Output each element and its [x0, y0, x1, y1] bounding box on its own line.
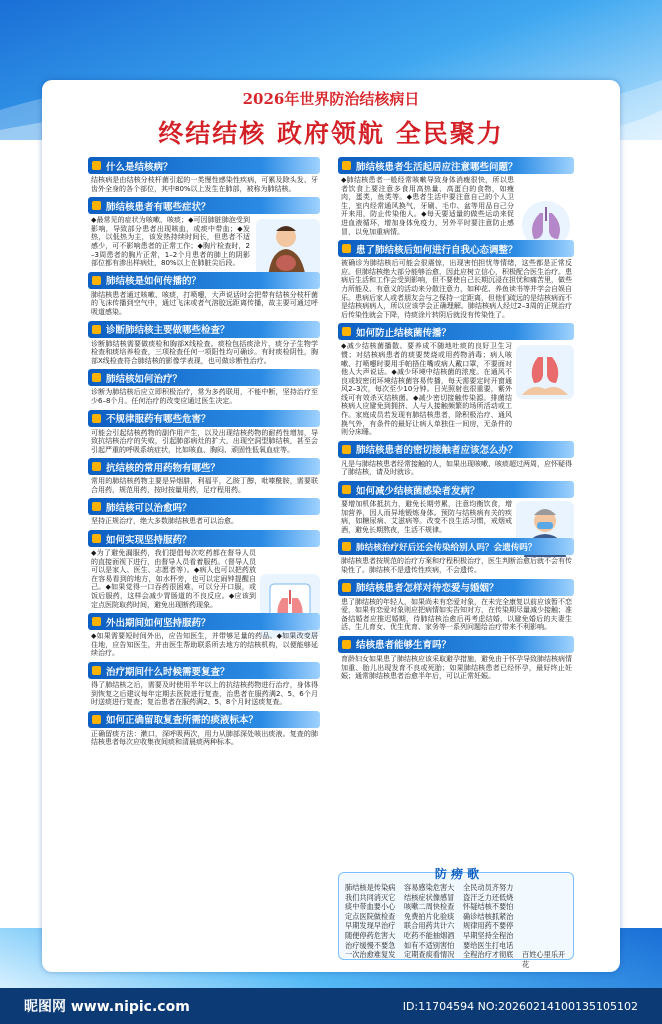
section-text: 坚持正规治疗，绝大多数肺结核患者可以治愈。 — [91, 517, 238, 526]
section-text: 正确留痰方法：漱口，深呼吸两次，用力从肺部深处咳出痰液。复查的肺结核患者每次应收集夜间痰和清晨痰两种标本。 — [91, 729, 318, 747]
bullet-marker-icon — [92, 715, 101, 724]
section-title: 肺结核患者有哪些症状？ — [106, 201, 211, 213]
section-symptoms — [88, 197, 320, 268]
section-title: 如何实现坚持服药？ — [106, 534, 192, 546]
bullet-marker-icon — [92, 414, 101, 423]
section-text: ◆为了避免漏服药，我们提倡每次吃药都在督导人员的直接面视下进行，由督导人员看着服药。（督导人员可以是家人、医生、志愿者等）。◆病人也可以把药放在容易看到的地方，如水杯旁，也可以定闹钟提醒自己。◆如果觉得一口吞药很困难，可以分开口服，或饭后服药，这样会减少胃肠道的不良反应。◆应该到定点医院取药时间，避免出现断药现象。 — [91, 549, 256, 609]
song-line: 确诊结核抓紧治 — [463, 911, 514, 921]
section-text: 要增加机体抵抗力，避免长期劳累，注意均衡饮食，增加营养，因人而异地锻炼身体。预防与结核病有关的疾病，如糖尿病、艾滋病等。改变不良生活习惯，戒烟戒酒，避免长期熬夜，生活不规律。 — [341, 500, 512, 534]
image-id-text: ID:11704594 NO:20260214100135105102 — [402, 999, 638, 1013]
bullet-marker-icon — [92, 502, 101, 511]
song-line: 吃药不能抽烟酒 — [404, 930, 455, 940]
bullet-marker-icon — [92, 617, 101, 626]
section-love-marriage — [338, 579, 574, 632]
song-line: 一次治愈难复发 — [345, 950, 396, 960]
section-daily-life — [338, 157, 574, 236]
site-logo: 昵图网 www.nipic.com — [24, 999, 190, 1015]
section-text: ◆如果需要短时间外出，应告知医生，并带够足量的药品。◆如果改变居住地，应告知医生，并由医生帮助联系所去地方的结核机构，以便能够延续治疗。 — [91, 632, 318, 658]
song-column — [522, 883, 572, 969]
section-text: 肺结核患者通过咳嗽、咳痰，打喷嚏，大声说话时会把带有结核分枝杆菌的飞沫传播到空气中，通过飞沫或者气溶胶远距离传播，故主要可通过呼吸道感染。 — [91, 290, 318, 316]
section-title: 诊断肺结核主要做哪些检查？ — [106, 325, 230, 337]
section-title: 外出期间如何坚持服药？ — [106, 617, 211, 629]
song-line: 全程治疗才彻底 — [463, 950, 514, 960]
bullet-marker-icon — [92, 325, 101, 334]
section-childbearing — [338, 636, 574, 681]
bullet-marker-icon — [92, 161, 101, 170]
bullet-marker-icon — [342, 244, 351, 253]
song-line: 肺结核是传染病 — [345, 883, 396, 892]
song-line: 要给医生打电话 — [463, 940, 514, 950]
section-text: 育龄妇女如果患了肺结核应该采取避孕措施，避免由于怀孕导致肺结核病情加重、胎儿出现发育不良或死胎；如果肺结核患者已经怀孕，最好终止妊娠；通常肺结核患者治愈半年后，可以正常妊娠。 — [341, 654, 572, 681]
section-title: 患了肺结核后如何进行自我心态调整？ — [356, 244, 518, 256]
bullet-marker-icon — [92, 373, 101, 382]
bullet-marker-icon — [92, 666, 101, 675]
section-title: 什么是结核病？ — [106, 161, 173, 173]
anti-tb-song-title: 防 痨 歌 — [434, 867, 480, 881]
bullet-marker-icon — [342, 161, 351, 170]
section-adherence — [88, 530, 320, 609]
bullet-marker-icon — [92, 534, 101, 543]
song-line: 怀疑结核不要怕 — [463, 902, 514, 912]
coughing-man-illustration-icon — [256, 219, 320, 279]
left-column — [88, 157, 320, 751]
song-line: 全民动员齐努力 — [463, 883, 514, 892]
poster-title: 终结结核 政府领航 全民聚力 — [158, 119, 504, 148]
section-irregular-medication — [88, 410, 320, 455]
section-title: 肺结核患者的密切接触者应该怎么办？ — [356, 445, 518, 457]
section-transmission — [88, 272, 320, 317]
song-line: 随便停药危害大 — [345, 930, 396, 940]
section-title: 结核患者能够生育吗？ — [356, 640, 452, 652]
section-diagnosis — [88, 321, 320, 366]
section-text: 可能会引起结核药物的副作用产生，以及出现结核药物的耐药性增加，导致抗结核治疗的失败，引起肺部病灶的扩大，出现空洞型肺结核，甚至会引起严重的呼吸系统症状，比如咳血、胸闷、顽固性低氧血症等。 — [91, 428, 318, 454]
song-line: 百姓心里乐开花 — [522, 950, 566, 969]
section-text: 常用的肺结核药物主要是异烟肼，利福平，乙胺丁醇，吡嗪酰胺，需要联合用药，规范用药，按时按量用药，足疗程用药。 — [91, 477, 318, 494]
song-line: 免费拍片化验痰 — [404, 911, 455, 921]
bullet-marker-icon — [342, 640, 351, 649]
section-close-contacts — [338, 441, 574, 477]
anti-tb-song-box — [338, 867, 574, 969]
section-title: 抗结核的常用药物有哪些？ — [106, 462, 221, 474]
section-text: 诊断为肺结核后应立即积极治疗，常为多药联用，不能中断，坚持治疗至少6–8个月。任何治疗的改变应通过医生决定。 — [91, 388, 318, 405]
bullet-marker-icon — [342, 485, 351, 494]
section-title: 如何防止结核菌传播？ — [356, 327, 452, 339]
song-column — [345, 883, 398, 969]
song-line: 咳嗽二周快检查 — [404, 902, 455, 912]
section-common-drugs — [88, 458, 320, 494]
section-title: 肺结核如何治疗？ — [106, 373, 183, 385]
song-line: 结核症状像感冒 — [404, 892, 455, 902]
section-text: ◆肺结核患者一般经常咳嗽导致身体消瘦很快，所以患者饮食上要注意多食用高热量、高蛋白的食物，如瘦肉，蛋类，鱼类等。◆患者生活中要注意自己的个人卫生，室内经常通风换气，牙刷、毛巾、盆等用品自己分开来用，防止传染他人。◆每天要适量的做些运动来促进血液循环，增加身体免疫力，另外平时要注意防止感冒，以免加重病情。 — [341, 176, 514, 236]
song-line: 联合用药共计六 — [404, 921, 455, 931]
section-title: 肺结核治疗好后还会传染给别人吗？会遗传吗？ — [356, 542, 537, 553]
bullet-marker-icon — [342, 583, 351, 592]
section-title: 肺结核患者生活起居应注意哪些问题？ — [356, 161, 518, 173]
section-title: 肺结核患者怎样对待恋爱与婚姻？ — [356, 583, 499, 595]
section-travel — [88, 613, 320, 658]
bullet-marker-icon — [342, 445, 351, 454]
song-line: 盗汗乏力还低烧 — [463, 892, 514, 902]
song-column — [404, 883, 457, 969]
section-title: 如何正确留取复查所需的痰液标本？ — [106, 715, 259, 727]
section-text: 凡是与肺结核患者经常接触的人，如果出现咳嗽、咳痰超过两周，应怀疑得了肺结核，请及时就诊。 — [341, 459, 572, 477]
section-mental-adjustment — [338, 240, 574, 319]
bullet-marker-icon — [342, 542, 351, 551]
song-line: 痰中带血要小心 — [345, 902, 396, 912]
section-text: 诊断肺结核需要做痰检和胸部X线检查。痰检包括痰涂片，痰分子生物学检查和痰培养检查，三项检查任何一项阳性均可确诊。有时痰检阴性，胸部X线检查符合肺结核的影像学表现，也可做诊断性治疗。 — [91, 339, 318, 365]
section-contagious-after-cure — [338, 538, 574, 574]
song-line: 定点医院做检查 — [345, 911, 396, 921]
section-text: ◆减少结核菌播散。要养成不随地吐痰的良好卫生习惯；对结核病患者的痰要焚烧或用药物消毒；病人咳嗽、打喷嚏时要用手帕捂住嘴或病人戴口罩，不要面对他人大声说话。◆减少环境中结核菌的浓度。在通风不良或较密闭环境结核菌容易传播，每天需要定时开窗通风2–3次，每次至少10分钟。日光照射也很重要，紫外线可有效杀灭结核菌。◆减少密切接触传染源。排菌结核病人应避免到拥挤、人与人接触频繁的场所活动或工作。家庭成员若发现有肺结核患者，除积极治疗、通风换气外，有条件的最好让病人单独住一间房，无条件的则分床睡。 — [341, 342, 512, 437]
section-text: 患了肺结核的年轻人，如果尚未有恋爱对象，在未完全康复以前应该暂不恋爱，如果有恋爱对象则应把病情如实告知对方，在传染期尽量减少接触；准备结婚者应推迟婚期，待肺结核治愈后再考虑结婚，以避免婚后的夫妻生活、生儿育女、优生优育、家务等一系列问题给治疗带来不利影响。 — [341, 597, 572, 632]
poster-subtitle: 2026年世界防治结核病日 — [242, 90, 420, 108]
section-sputum-sample — [88, 711, 320, 747]
bullet-marker-icon — [92, 462, 101, 471]
bullet-marker-icon — [92, 276, 101, 285]
hands-holding-lungs-icon — [516, 345, 574, 399]
watermark-footer — [0, 988, 662, 1024]
section-treatment — [88, 369, 320, 405]
section-text: 得了肺结核之后，需要及时使用半年以上的抗结核药物进行治疗，身体得到恢复之后建议每年定期去医院进行复查，治患者在服药满2、5、6个月时送痰进行复查；复治患者在服药满2、5、8个月时送痰复查。 — [91, 681, 318, 707]
bullet-marker-icon — [342, 327, 351, 336]
section-what-is-tb — [88, 157, 320, 193]
section-curable — [88, 498, 320, 526]
section-title: 肺结核是如何传播的？ — [106, 276, 202, 288]
section-title: 肺结核可以治愈吗？ — [106, 502, 192, 514]
right-column — [338, 157, 574, 685]
section-recheck — [88, 662, 320, 707]
bullet-marker-icon — [92, 201, 101, 210]
song-line: 早期坚持全程治 — [463, 930, 514, 940]
song-line: 如有不适别害怕 — [404, 940, 455, 950]
song-line: 早期发现早治疗 — [345, 921, 396, 931]
section-text: 结核病是由结核分枝杆菌引起的一类慢性感染性疾病，可累及除头发、牙齿外全身的各个部位，其中80%以上发生在肺部，被称为肺结核。 — [91, 176, 318, 193]
section-reduce-onset — [338, 481, 574, 534]
song-line: 规律用药不要停 — [463, 921, 514, 931]
song-line: 我们共同消灭它 — [345, 892, 396, 902]
section-title: 如何减少结核菌感染者发病？ — [356, 485, 480, 497]
song-column — [463, 883, 516, 969]
section-prevent-spread — [338, 323, 574, 437]
section-title: 不规律服药有哪些危害？ — [106, 414, 211, 425]
section-title: 治疗期间什么时候需要复查？ — [106, 666, 230, 678]
section-text: 肺结核患者按规范的治疗方案和疗程积极治疗，医生判断治愈后就不会有传染性了。肺结核不是遗传性疾病，不会遗传。 — [341, 557, 572, 574]
section-text: 被确诊为肺结核后可能会很震惊，出现害怕担忧等情绪，这些都是正常反应。但肺结核绝大部分能够治愈，因此应树立信心，积极配合医生治疗。患病后生活和工作会受到影响，但不要使自己长期沉浸在担忧和痛苦里，做些力所能及、有意义的活动来分散注意力，如种花、养鱼读书等并学会自娱自乐。患病后家人或者朋友会与之保持一定距离，但他们疏远的是结核病而不是结核病病人，所以应该学会正确理解。肺结核病人经过2–3周的正规治疗后传染性就会下降，待痰涂片转阴后就没有传染性了。 — [341, 259, 572, 319]
song-line: 定期查痰看情况 — [404, 950, 455, 960]
song-line: 治疗缓慢不要急 — [345, 940, 396, 950]
song-line: 容易感染危害大 — [404, 883, 455, 892]
section-text: ◆最常见的症状为咳嗽、咳痰；◆可因肺脏肺泡受到影响，导致部分患者出现咳血，或痰中带血；◆发热，以低热为主，该发热持续时间长，但患者不适感少，可不影响患者的正常工作；◆胸片检查时，2–3周患者的胸片正常，1–2个月患者的肺上的阴影部位都有渗出样病灶，80%以上在肺脏尖后段。 — [91, 216, 250, 268]
